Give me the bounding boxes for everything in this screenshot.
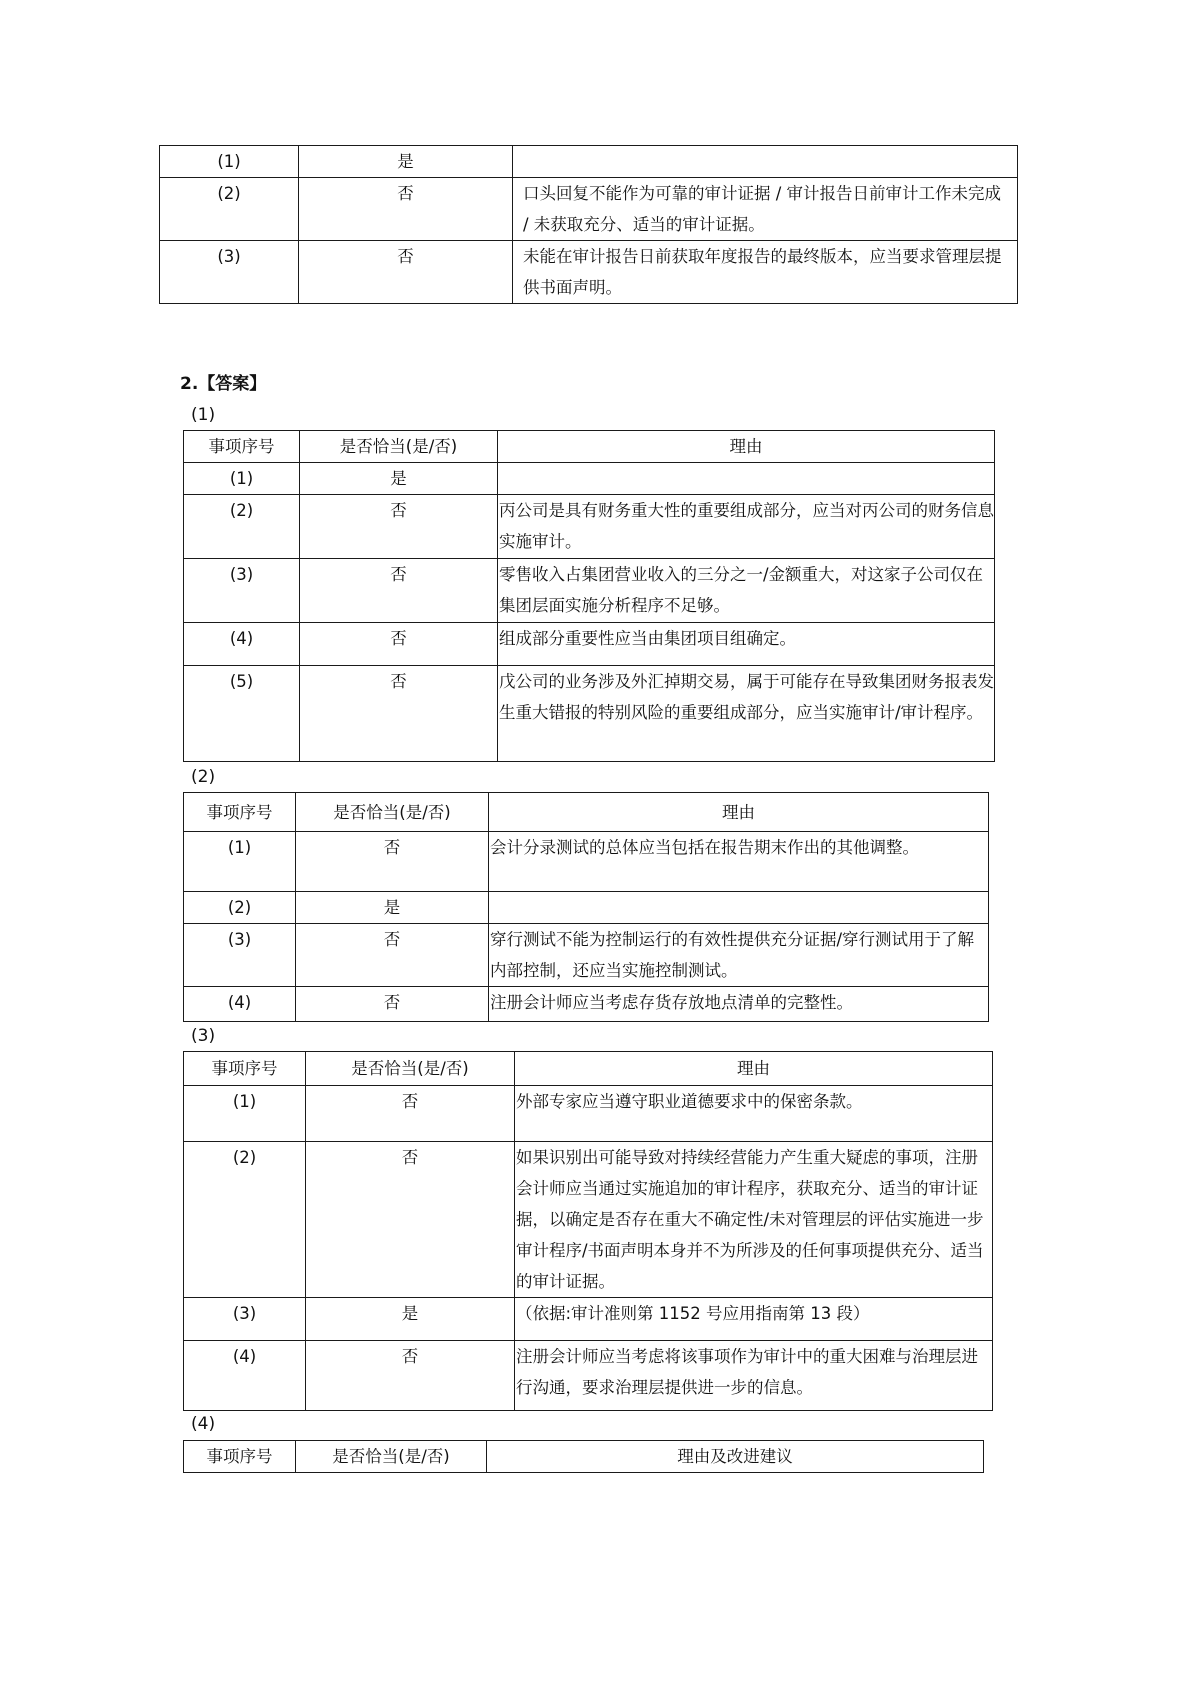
reason-text: （依据:审计准则第 1152 号应用指南第 13 段）	[515, 1298, 993, 1341]
section-heading: 2.【答案】	[180, 374, 267, 394]
table-row	[184, 495, 995, 559]
subsection-label: (2)	[191, 767, 216, 787]
appropriate-flag: 否	[300, 495, 498, 559]
appropriate-flag: 否	[300, 666, 498, 762]
item-number: (3)	[160, 241, 299, 304]
reason-text	[513, 146, 1018, 178]
header-item-number: 事项序号	[184, 1441, 296, 1473]
table-row	[184, 1341, 993, 1411]
appropriate-flag: 否	[300, 623, 498, 666]
item-number: (2)	[184, 892, 296, 924]
item-number: (3)	[184, 559, 300, 623]
header-reason: 理由	[498, 431, 995, 463]
item-number: (2)	[184, 1142, 306, 1298]
header-item-number: 事项序号	[184, 431, 300, 463]
reason-text: 口头回复不能作为可靠的审计证据 / 审计报告日前审计工作未完成 / 未获取充分、适当的审计证据。	[513, 178, 1018, 241]
appropriate-flag: 否	[300, 559, 498, 623]
item-number: (3)	[184, 924, 296, 987]
table-sub4	[183, 1440, 984, 1473]
reason-text: 未能在审计报告日前获取年度报告的最终版本，应当要求管理层提供书面声明。	[513, 241, 1018, 304]
reason-text: 如果识别出可能导致对持续经营能力产生重大疑虑的事项，注册会计师应当通过实施追加的审计程序，获取充分、适当的审计证据，以确定是否存在重大不确定性/未对管理层的评估实施进一步审计程序/书面声明本身并不为所涉及的任何事项提供充分、适当的审计证据。	[515, 1142, 993, 1298]
subsection-label: (1)	[191, 405, 216, 425]
table-row	[184, 987, 989, 1022]
reason-text: 注册会计师应当考虑存货存放地点清单的完整性。	[489, 987, 989, 1022]
appropriate-flag: 否	[299, 178, 513, 241]
appropriate-flag: 否	[296, 987, 489, 1022]
table-row	[184, 892, 989, 924]
table-row	[184, 463, 995, 495]
appropriate-flag: 是	[306, 1298, 515, 1341]
subsection-label: (3)	[191, 1026, 216, 1046]
table-row	[184, 666, 995, 762]
appropriate-flag: 是	[296, 892, 489, 924]
appropriate-flag: 否	[306, 1142, 515, 1298]
appropriate-flag: 否	[296, 832, 489, 892]
table-row	[184, 1298, 993, 1341]
table-header-row	[184, 1441, 984, 1473]
header-reason: 理由	[515, 1052, 993, 1086]
item-number: (4)	[184, 1341, 306, 1411]
reason-text: 丙公司是具有财务重大性的重要组成部分，应当对丙公司的财务信息实施审计。	[498, 495, 995, 559]
item-number: (2)	[184, 495, 300, 559]
item-number: (4)	[184, 623, 300, 666]
reason-text: 会计分录测试的总体应当包括在报告期末作出的其他调整。	[489, 832, 989, 892]
table-row	[184, 1086, 993, 1142]
header-reason: 理由	[489, 793, 989, 832]
table-sub3	[183, 1051, 993, 1411]
table-row	[184, 832, 989, 892]
table-row	[160, 241, 1018, 304]
reason-text	[498, 463, 995, 495]
reason-text: 外部专家应当遵守职业道德要求中的保密条款。	[515, 1086, 993, 1142]
reason-text: 穿行测试不能为控制运行的有效性提供充分证据/穿行测试用于了解内部控制，还应当实施控制测试。	[489, 924, 989, 987]
reason-text: 戊公司的业务涉及外汇掉期交易，属于可能存在导致集团财务报表发生重大错报的特别风险的重要组成部分，应当实施审计/审计程序。	[498, 666, 995, 762]
item-number: (1)	[160, 146, 299, 178]
table-row	[184, 1142, 993, 1298]
item-number: (4)	[184, 987, 296, 1022]
item-number: (2)	[160, 178, 299, 241]
header-appropriate: 是否恰当(是/否)	[296, 793, 489, 832]
item-number: (5)	[184, 666, 300, 762]
table-row	[184, 559, 995, 623]
appropriate-flag: 否	[296, 924, 489, 987]
item-number: (3)	[184, 1298, 306, 1341]
item-number: (1)	[184, 832, 296, 892]
item-number: (1)	[184, 1086, 306, 1142]
table-header-row	[184, 1052, 993, 1086]
table-header-row	[184, 793, 989, 832]
reason-text: 注册会计师应当考虑将该事项作为审计中的重大困难与治理层进行沟通，要求治理层提供进一步的信息。	[515, 1341, 993, 1411]
header-item-number: 事项序号	[184, 793, 296, 832]
table-header-row	[184, 431, 995, 463]
item-number: (1)	[184, 463, 300, 495]
appropriate-flag: 否	[306, 1341, 515, 1411]
appropriate-flag: 否	[306, 1086, 515, 1142]
header-appropriate: 是否恰当(是/否)	[300, 431, 498, 463]
reason-text	[489, 892, 989, 924]
appropriate-flag: 是	[300, 463, 498, 495]
header-appropriate: 是否恰当(是/否)	[296, 1441, 487, 1473]
reason-text: 组成部分重要性应当由集团项目组确定。	[498, 623, 995, 666]
table-sub1	[183, 430, 995, 762]
appropriate-flag: 是	[299, 146, 513, 178]
table-row	[160, 178, 1018, 241]
table-row	[184, 623, 995, 666]
header-item-number: 事项序号	[184, 1052, 306, 1086]
reason-text: 零售收入占集团营业收入的三分之一/金额重大，对这家子公司仅在集团层面实施分析程序不足够。	[498, 559, 995, 623]
table-sub2	[183, 792, 989, 1022]
appropriate-flag: 否	[299, 241, 513, 304]
header-reason: 理由及改进建议	[487, 1441, 984, 1473]
subsection-label: (4)	[191, 1414, 216, 1434]
table-row	[184, 924, 989, 987]
header-appropriate: 是否恰当(是/否)	[306, 1052, 515, 1086]
table-row	[160, 146, 1018, 178]
table-question1-tail	[159, 145, 1018, 304]
